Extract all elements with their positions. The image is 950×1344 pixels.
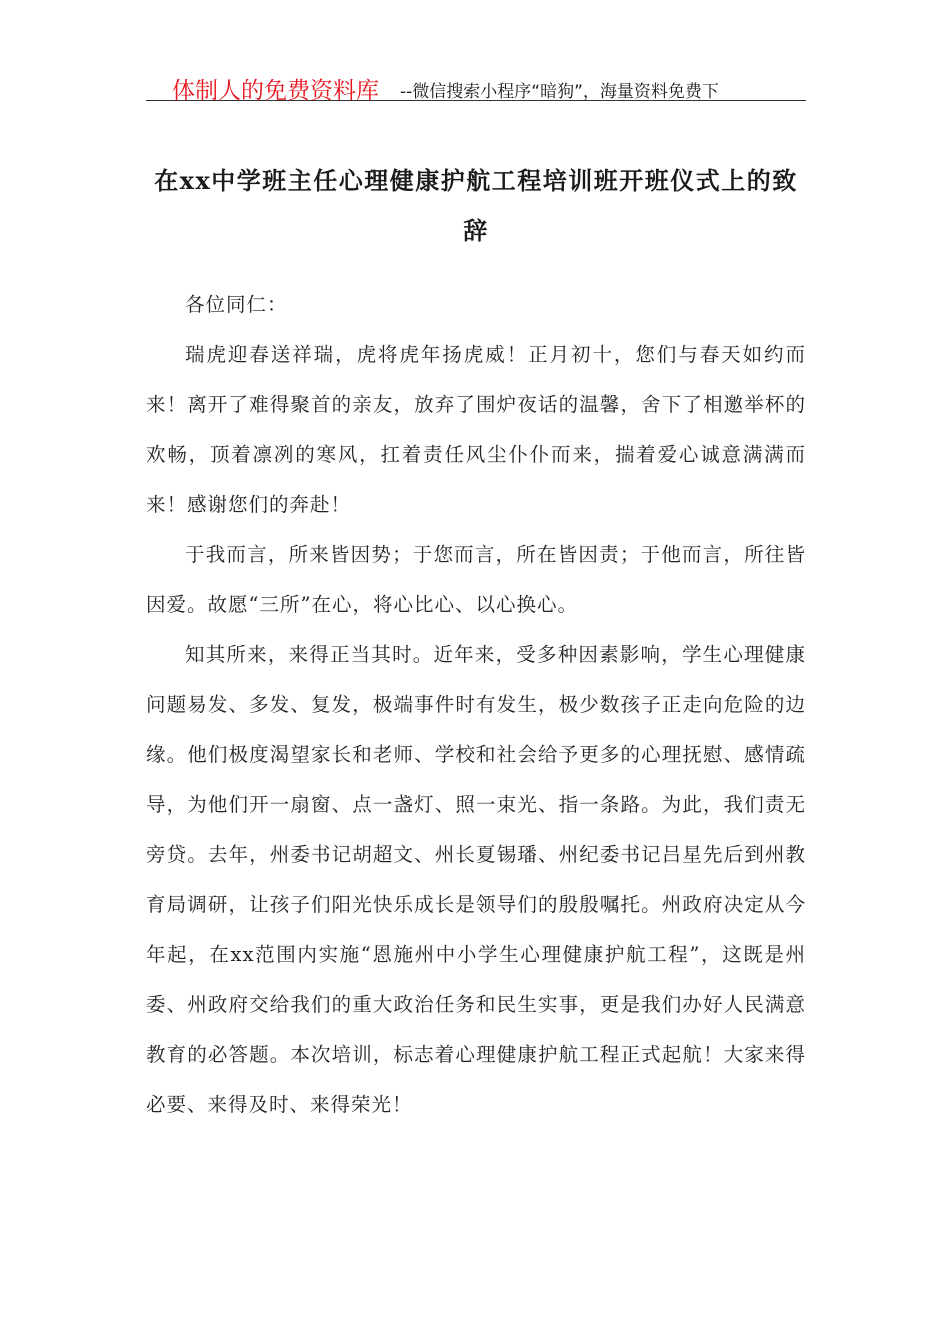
header-tagline: --微信搜索小程序“暗狗”，海量资料免费下	[400, 82, 719, 102]
page-header	[146, 66, 806, 104]
paragraph-1: 瑞虎迎春送祥瑞，虎将虎年扬虎威！正月初十，您们与春天如约而来！离开了难得聚首的亲友，放弃了围炉夜话的温馨，舍下了相邀举杯的欢畅，顶着凛冽的寒风，扛着责任风尘仆仆而来，揣着爱心诚意满满而来！感谢您们的奔赴！	[146, 343, 806, 516]
salutation: 各位同仁：	[185, 293, 288, 316]
paragraph-2: 于我而言，所来皆因势；于您而言，所在皆因责；于他而言，所往皆因爱。故愿“三所”在心，将心比心、以心换心。	[146, 543, 806, 616]
document-title: 在xx中学班主任心理健康护航工程培训班开班仪式上的致辞	[154, 166, 798, 245]
document-body	[146, 280, 806, 1130]
paragraph-3: 知其所来，来得正当其时。近年来，受多种因素影响，学生心理健康问题易发、多发、复发，极端事件时有发生，极少数孩子正走向危险的边缘。他们极度渴望家长和老师、学校和社会给予更多的心理抚慰、感情疏导，为他们开一扇窗、点一盏灯、照一束光、指一条路。为此，我们责无旁贷。去年，州委书记胡超文、州长夏锡璠、州纪委书记吕星先后到州教育局调研，让孩子们阳光快乐成长是领导们的殷殷嘱托。州政府决定从今年起，在xx范围内实施“恩施州中小学生心理健康护航工程”，这既是州委、州政府交给我们的重大政治任务和民生实事，更是我们办好人民满意教育的必答题。本次培训，标志着心理健康护航工程正式起航！大家来得必要、来得及时、来得荣光！	[146, 643, 806, 1116]
header-brand: 体制人的免费资料库	[172, 78, 379, 104]
